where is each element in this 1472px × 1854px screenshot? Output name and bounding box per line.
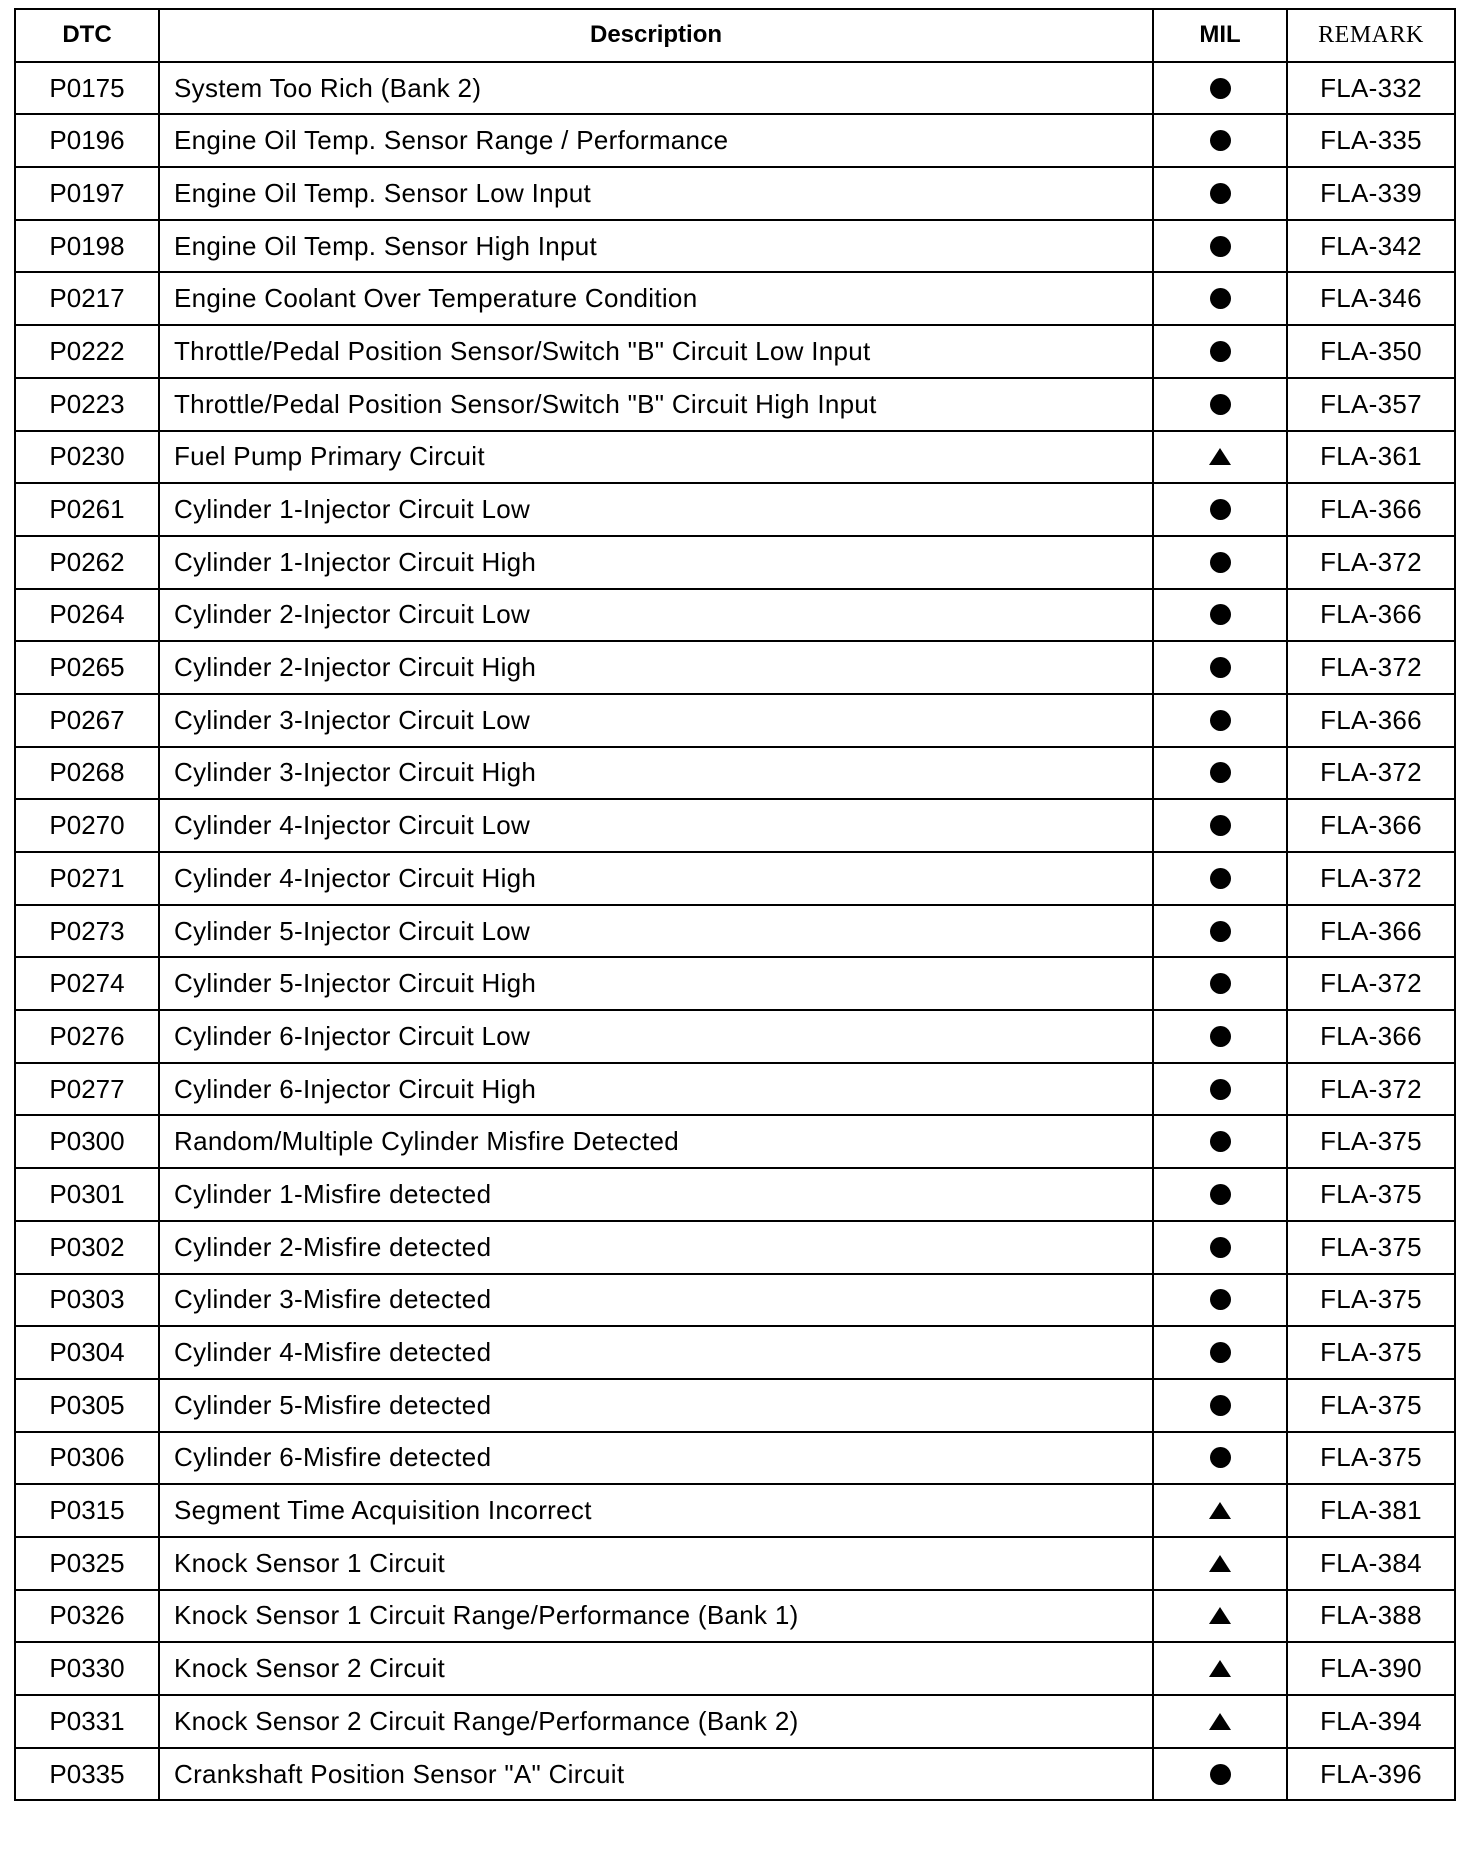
dtc-code: P0265 <box>15 641 159 694</box>
remark-ref: FLA-357 <box>1287 378 1455 431</box>
dtc-description: Segment Time Acquisition Incorrect <box>159 1484 1153 1537</box>
table-row <box>15 431 1455 484</box>
remark-ref: FLA-361 <box>1287 431 1455 484</box>
dtc-description: Cylinder 6-Injector Circuit High <box>159 1063 1153 1116</box>
mil-cell <box>1153 694 1287 747</box>
triangle-icon <box>1209 1607 1231 1624</box>
dtc-code: P0305 <box>15 1379 159 1432</box>
dtc-code: P0217 <box>15 272 159 325</box>
table-row <box>15 272 1455 325</box>
dtc-code: P0270 <box>15 799 159 852</box>
dtc-description: Cylinder 1-Misfire detected <box>159 1168 1153 1221</box>
mil-cell <box>1153 1537 1287 1590</box>
mil-cell <box>1153 1010 1287 1063</box>
circle-icon <box>1210 1764 1231 1785</box>
table-row <box>15 1695 1455 1748</box>
table-row <box>15 957 1455 1010</box>
dtc-description: Knock Sensor 2 Circuit Range/Performance (Bank 2) <box>159 1695 1153 1748</box>
circle-icon <box>1210 78 1231 99</box>
table-row <box>15 1010 1455 1063</box>
table-row <box>15 220 1455 273</box>
table-row <box>15 1537 1455 1590</box>
dtc-description: Cylinder 3-Injector Circuit High <box>159 747 1153 800</box>
dtc-description: Engine Coolant Over Temperature Condition <box>159 272 1153 325</box>
remark-ref: FLA-339 <box>1287 167 1455 220</box>
circle-icon <box>1210 236 1231 257</box>
table-row <box>15 1642 1455 1695</box>
remark-ref: FLA-375 <box>1287 1168 1455 1221</box>
dtc-description: Fuel Pump Primary Circuit <box>159 431 1153 484</box>
dtc-code: P0300 <box>15 1115 159 1168</box>
dtc-description: Knock Sensor 2 Circuit <box>159 1642 1153 1695</box>
dtc-description: Cylinder 5-Injector Circuit High <box>159 957 1153 1010</box>
dtc-code: P0326 <box>15 1590 159 1643</box>
circle-icon <box>1210 288 1231 309</box>
mil-cell <box>1153 114 1287 167</box>
circle-icon <box>1210 1342 1231 1363</box>
header-description: Description <box>159 9 1153 62</box>
circle-icon <box>1210 183 1231 204</box>
mil-cell <box>1153 905 1287 958</box>
mil-cell <box>1153 483 1287 536</box>
table-row <box>15 1063 1455 1116</box>
table-row <box>15 641 1455 694</box>
header-remark: REMARK <box>1287 9 1455 62</box>
mil-cell <box>1153 1115 1287 1168</box>
mil-cell <box>1153 1590 1287 1643</box>
table-row <box>15 905 1455 958</box>
dtc-code: P0303 <box>15 1274 159 1327</box>
triangle-icon <box>1209 1660 1231 1677</box>
table-row <box>15 589 1455 642</box>
dtc-code: P0330 <box>15 1642 159 1695</box>
circle-icon <box>1210 394 1231 415</box>
dtc-description: Cylinder 2-Misfire detected <box>159 1221 1153 1274</box>
dtc-code: P0325 <box>15 1537 159 1590</box>
dtc-code: P0222 <box>15 325 159 378</box>
table-row <box>15 1168 1455 1221</box>
circle-icon <box>1210 1079 1231 1100</box>
dtc-description: Random/Multiple Cylinder Misfire Detected <box>159 1115 1153 1168</box>
remark-ref: FLA-335 <box>1287 114 1455 167</box>
mil-cell <box>1153 1063 1287 1116</box>
circle-icon <box>1210 1131 1231 1152</box>
circle-icon <box>1210 1237 1231 1258</box>
table-row <box>15 378 1455 431</box>
remark-ref: FLA-366 <box>1287 799 1455 852</box>
circle-icon <box>1210 710 1231 731</box>
dtc-table-page <box>14 8 1454 1801</box>
dtc-code: P0264 <box>15 589 159 642</box>
circle-icon <box>1210 130 1231 151</box>
mil-cell <box>1153 325 1287 378</box>
remark-ref: FLA-372 <box>1287 957 1455 1010</box>
remark-ref: FLA-372 <box>1287 747 1455 800</box>
table-row <box>15 1484 1455 1537</box>
header-mil: MIL <box>1153 9 1287 62</box>
dtc-description: Knock Sensor 1 Circuit Range/Performance (Bank 1) <box>159 1590 1153 1643</box>
header-dtc: DTC <box>15 9 159 62</box>
mil-cell <box>1153 1326 1287 1379</box>
table-header-row <box>15 9 1455 62</box>
table-row <box>15 1748 1455 1801</box>
dtc-description: Crankshaft Position Sensor "A" Circuit <box>159 1748 1153 1801</box>
dtc-code: P0196 <box>15 114 159 167</box>
remark-ref: FLA-375 <box>1287 1326 1455 1379</box>
dtc-description: Cylinder 4-Injector Circuit High <box>159 852 1153 905</box>
dtc-description: Cylinder 4-Injector Circuit Low <box>159 799 1153 852</box>
circle-icon <box>1210 604 1231 625</box>
mil-cell <box>1153 431 1287 484</box>
dtc-code: P0315 <box>15 1484 159 1537</box>
circle-icon <box>1210 762 1231 783</box>
dtc-code: P0277 <box>15 1063 159 1116</box>
dtc-code: P0335 <box>15 1748 159 1801</box>
remark-ref: FLA-375 <box>1287 1115 1455 1168</box>
mil-cell <box>1153 1695 1287 1748</box>
remark-ref: FLA-366 <box>1287 483 1455 536</box>
dtc-code: P0301 <box>15 1168 159 1221</box>
mil-cell <box>1153 1168 1287 1221</box>
remark-ref: FLA-372 <box>1287 1063 1455 1116</box>
dtc-code: P0306 <box>15 1432 159 1485</box>
dtc-description: Engine Oil Temp. Sensor High Input <box>159 220 1153 273</box>
dtc-code: P0271 <box>15 852 159 905</box>
circle-icon <box>1210 552 1231 573</box>
dtc-code: P0198 <box>15 220 159 273</box>
dtc-code: P0175 <box>15 62 159 115</box>
dtc-description: Throttle/Pedal Position Sensor/Switch "B" Circuit High Input <box>159 378 1153 431</box>
triangle-icon <box>1209 1555 1231 1572</box>
circle-icon <box>1210 973 1231 994</box>
circle-icon <box>1210 1026 1231 1047</box>
mil-cell <box>1153 1642 1287 1695</box>
dtc-code: P0262 <box>15 536 159 589</box>
remark-ref: FLA-350 <box>1287 325 1455 378</box>
circle-icon <box>1210 657 1231 678</box>
dtc-description: Cylinder 1-Injector Circuit Low <box>159 483 1153 536</box>
dtc-code: P0302 <box>15 1221 159 1274</box>
dtc-description: Cylinder 5-Injector Circuit Low <box>159 905 1153 958</box>
dtc-table <box>14 8 1456 1801</box>
remark-ref: FLA-332 <box>1287 62 1455 115</box>
table-row <box>15 1221 1455 1274</box>
table-body <box>15 62 1455 1801</box>
remark-ref: FLA-346 <box>1287 272 1455 325</box>
dtc-code: P0331 <box>15 1695 159 1748</box>
dtc-description: Cylinder 6-Injector Circuit Low <box>159 1010 1153 1063</box>
dtc-description: Engine Oil Temp. Sensor Range / Performance <box>159 114 1153 167</box>
remark-ref: FLA-394 <box>1287 1695 1455 1748</box>
dtc-code: P0197 <box>15 167 159 220</box>
mil-cell <box>1153 378 1287 431</box>
mil-cell <box>1153 62 1287 115</box>
mil-cell <box>1153 1221 1287 1274</box>
circle-icon <box>1210 499 1231 520</box>
table-row <box>15 799 1455 852</box>
triangle-icon <box>1209 1502 1231 1519</box>
dtc-description: Cylinder 3-Misfire detected <box>159 1274 1153 1327</box>
mil-cell <box>1153 747 1287 800</box>
remark-ref: FLA-390 <box>1287 1642 1455 1695</box>
mil-cell <box>1153 1484 1287 1537</box>
mil-cell <box>1153 641 1287 694</box>
mil-cell <box>1153 167 1287 220</box>
dtc-description: Cylinder 4-Misfire detected <box>159 1326 1153 1379</box>
mil-cell <box>1153 799 1287 852</box>
mil-cell <box>1153 852 1287 905</box>
mil-cell <box>1153 1432 1287 1485</box>
triangle-icon <box>1209 448 1231 465</box>
remark-ref: FLA-384 <box>1287 1537 1455 1590</box>
dtc-description: Engine Oil Temp. Sensor Low Input <box>159 167 1153 220</box>
remark-ref: FLA-342 <box>1287 220 1455 273</box>
circle-icon <box>1210 921 1231 942</box>
circle-icon <box>1210 1395 1231 1416</box>
dtc-description: Cylinder 1-Injector Circuit High <box>159 536 1153 589</box>
mil-cell <box>1153 272 1287 325</box>
dtc-description: Cylinder 6-Misfire detected <box>159 1432 1153 1485</box>
dtc-code: P0261 <box>15 483 159 536</box>
table-row <box>15 1590 1455 1643</box>
dtc-code: P0276 <box>15 1010 159 1063</box>
circle-icon <box>1210 1289 1231 1310</box>
table-row <box>15 1326 1455 1379</box>
circle-icon <box>1210 815 1231 836</box>
dtc-description: Cylinder 2-Injector Circuit High <box>159 641 1153 694</box>
table-row <box>15 1379 1455 1432</box>
dtc-description: Cylinder 5-Misfire detected <box>159 1379 1153 1432</box>
table-row <box>15 1115 1455 1168</box>
dtc-description: Cylinder 3-Injector Circuit Low <box>159 694 1153 747</box>
remark-ref: FLA-375 <box>1287 1221 1455 1274</box>
mil-cell <box>1153 536 1287 589</box>
remark-ref: FLA-375 <box>1287 1432 1455 1485</box>
table-row <box>15 694 1455 747</box>
remark-ref: FLA-372 <box>1287 852 1455 905</box>
dtc-description: System Too Rich (Bank 2) <box>159 62 1153 115</box>
dtc-description: Throttle/Pedal Position Sensor/Switch "B" Circuit Low Input <box>159 325 1153 378</box>
mil-cell <box>1153 220 1287 273</box>
mil-cell <box>1153 1748 1287 1801</box>
remark-ref: FLA-381 <box>1287 1484 1455 1537</box>
dtc-code: P0230 <box>15 431 159 484</box>
remark-ref: FLA-372 <box>1287 641 1455 694</box>
circle-icon <box>1210 1447 1231 1468</box>
remark-ref: FLA-366 <box>1287 1010 1455 1063</box>
remark-ref: FLA-375 <box>1287 1379 1455 1432</box>
dtc-code: P0223 <box>15 378 159 431</box>
dtc-description: Cylinder 2-Injector Circuit Low <box>159 589 1153 642</box>
circle-icon <box>1210 341 1231 362</box>
triangle-icon <box>1209 1713 1231 1730</box>
remark-ref: FLA-366 <box>1287 905 1455 958</box>
mil-cell <box>1153 1274 1287 1327</box>
circle-icon <box>1210 868 1231 889</box>
dtc-code: P0267 <box>15 694 159 747</box>
table-row <box>15 536 1455 589</box>
table-row <box>15 167 1455 220</box>
table-row <box>15 325 1455 378</box>
dtc-code: P0268 <box>15 747 159 800</box>
remark-ref: FLA-375 <box>1287 1274 1455 1327</box>
dtc-code: P0274 <box>15 957 159 1010</box>
table-row <box>15 852 1455 905</box>
table-row <box>15 62 1455 115</box>
table-row <box>15 114 1455 167</box>
mil-cell <box>1153 589 1287 642</box>
remark-ref: FLA-366 <box>1287 589 1455 642</box>
dtc-code: P0273 <box>15 905 159 958</box>
remark-ref: FLA-396 <box>1287 1748 1455 1801</box>
mil-cell <box>1153 957 1287 1010</box>
dtc-code: P0304 <box>15 1326 159 1379</box>
dtc-description: Knock Sensor 1 Circuit <box>159 1537 1153 1590</box>
table-row <box>15 1432 1455 1485</box>
circle-icon <box>1210 1184 1231 1205</box>
table-row <box>15 747 1455 800</box>
table-row <box>15 1274 1455 1327</box>
remark-ref: FLA-388 <box>1287 1590 1455 1643</box>
table-row <box>15 483 1455 536</box>
remark-ref: FLA-372 <box>1287 536 1455 589</box>
remark-ref: FLA-366 <box>1287 694 1455 747</box>
mil-cell <box>1153 1379 1287 1432</box>
